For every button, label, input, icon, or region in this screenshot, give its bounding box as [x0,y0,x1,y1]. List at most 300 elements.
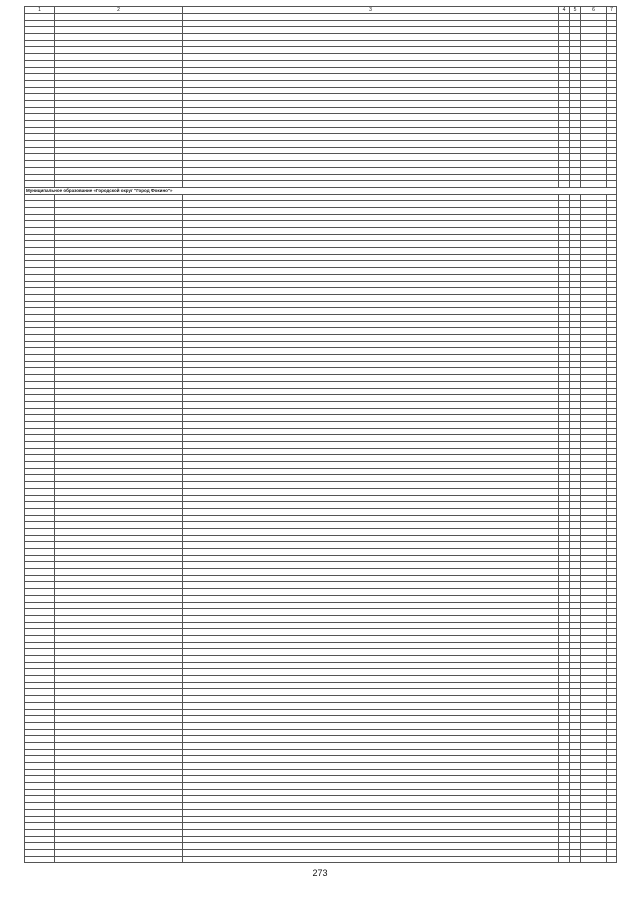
table-row [25,47,617,54]
table-row [25,167,617,174]
address-cell [55,569,183,576]
period-cell [581,609,607,616]
period-cell [581,756,607,763]
extra-cell [607,268,617,275]
row-number-cell [25,689,55,696]
build-year-cell [559,763,570,770]
extra-cell [607,609,617,616]
column-number: 3 [183,7,559,14]
row-number-cell [25,736,55,743]
build-year-cell [559,622,570,629]
repair-year-cell [570,448,581,455]
row-number-cell [25,582,55,589]
work-type-cell [183,60,559,67]
repair-year-cell [570,789,581,796]
table-row [25,421,617,428]
period-cell [581,395,607,402]
work-type-cell [183,408,559,415]
address-cell [55,221,183,228]
repair-year-cell [570,408,581,415]
build-year-cell [559,575,570,582]
work-type-cell [183,167,559,174]
table-row [25,763,617,770]
work-type-cell [183,488,559,495]
row-number-cell [25,742,55,749]
extra-cell [607,241,617,248]
build-year-cell [559,702,570,709]
extra-cell [607,582,617,589]
repair-year-cell [570,100,581,107]
column-number: 7 [607,7,617,14]
table-row [25,388,617,395]
address-cell [55,228,183,235]
row-number-cell [25,375,55,382]
repair-year-cell [570,702,581,709]
build-year-cell [559,635,570,642]
period-cell [581,562,607,569]
period-cell [581,328,607,335]
period-cell [581,542,607,549]
work-type-cell [183,522,559,529]
row-number-cell [25,682,55,689]
repair-year-cell [570,94,581,101]
extra-cell [607,167,617,174]
table-row [25,689,617,696]
work-type-cell [183,80,559,87]
address-cell [55,709,183,716]
repair-year-cell [570,401,581,408]
work-type-cell [183,849,559,856]
row-number-cell [25,161,55,168]
repair-year-cell [570,662,581,669]
extra-cell [607,234,617,241]
table-row [25,60,617,67]
row-number-cell [25,228,55,235]
row-number-cell [25,635,55,642]
work-type-cell [183,415,559,422]
extra-cell [607,214,617,221]
extra-cell [607,776,617,783]
build-year-cell [559,341,570,348]
repair-year-cell [570,829,581,836]
work-type-cell [183,776,559,783]
repair-year-cell [570,341,581,348]
build-year-cell [559,856,570,863]
period-cell [581,121,607,128]
repair-year-cell [570,348,581,355]
work-type-cell [183,395,559,402]
section-heading-row [25,187,617,194]
row-number-cell [25,408,55,415]
address-cell [55,114,183,121]
table-row [25,856,617,863]
work-type-cell [183,421,559,428]
extra-cell [607,769,617,776]
work-type-cell [183,154,559,161]
work-type-cell [183,268,559,275]
row-number-cell [25,829,55,836]
table-row [25,274,617,281]
repair-year-cell [570,301,581,308]
build-year-cell [559,268,570,275]
build-year-cell [559,542,570,549]
row-number-cell [25,141,55,148]
extra-cell [607,381,617,388]
page-number: 273 [312,868,328,878]
build-year-cell [559,809,570,816]
extra-cell [607,783,617,790]
work-type-cell [183,228,559,235]
row-number-cell [25,34,55,41]
work-type-cell [183,74,559,81]
period-cell [581,595,607,602]
table-row [25,789,617,796]
table-row [25,234,617,241]
repair-year-cell [570,689,581,696]
extra-cell [607,408,617,415]
period-cell [581,335,607,342]
period-cell [581,67,607,74]
repair-year-cell [570,809,581,816]
build-year-cell [559,314,570,321]
repair-year-cell [570,482,581,489]
table-row [25,27,617,34]
row-number-cell [25,515,55,522]
build-year-cell [559,167,570,174]
extra-cell [607,669,617,676]
address-cell [55,341,183,348]
repair-year-cell [570,535,581,542]
period-cell [581,515,607,522]
build-year-cell [559,602,570,609]
repair-year-cell [570,27,581,34]
address-cell [55,528,183,535]
build-year-cell [559,234,570,241]
repair-year-cell [570,147,581,154]
build-year-cell [559,181,570,188]
period-cell [581,207,607,214]
repair-year-cell [570,716,581,723]
repair-year-cell [570,729,581,736]
table-row [25,609,617,616]
address-cell [55,301,183,308]
table-row [25,134,617,141]
work-type-cell [183,127,559,134]
work-type-cell [183,181,559,188]
repair-year-cell [570,314,581,321]
build-year-cell [559,14,570,21]
build-year-cell [559,20,570,27]
table-row [25,843,617,850]
table-row [25,74,617,81]
extra-cell [607,74,617,81]
work-type-cell [183,381,559,388]
repair-year-cell [570,20,581,27]
address-cell [55,776,183,783]
repair-year-cell [570,836,581,843]
extra-cell [607,562,617,569]
extra-cell [607,401,617,408]
table-row [25,669,617,676]
table-row [25,87,617,94]
extra-cell [607,455,617,462]
period-cell [581,488,607,495]
period-cell [581,100,607,107]
build-year-cell [559,682,570,689]
row-number-cell [25,662,55,669]
work-type-cell [183,314,559,321]
period-cell [581,783,607,790]
repair-year-cell [570,495,581,502]
work-type-cell [183,241,559,248]
build-year-cell [559,796,570,803]
address-cell [55,181,183,188]
row-number-cell [25,127,55,134]
extra-cell [607,796,617,803]
extra-cell [607,415,617,422]
build-year-cell [559,482,570,489]
period-cell [581,569,607,576]
period-cell [581,228,607,235]
work-type-cell [183,656,559,663]
period-cell [581,301,607,308]
extra-cell [607,395,617,402]
work-type-cell [183,201,559,208]
period-cell [581,749,607,756]
work-type-cell [183,682,559,689]
period-cell [581,274,607,281]
period-cell [581,528,607,535]
work-type-cell [183,508,559,515]
row-number-cell [25,80,55,87]
row-number-cell [25,488,55,495]
period-cell [581,401,607,408]
row-number-cell [25,174,55,181]
address-cell [55,555,183,562]
table-row [25,14,617,21]
period-cell [581,455,607,462]
extra-cell [607,174,617,181]
period-cell [581,161,607,168]
repair-year-cell [570,629,581,636]
build-year-cell [559,528,570,535]
work-type-cell [183,161,559,168]
row-number-cell [25,615,55,622]
address-cell [55,294,183,301]
address-cell [55,121,183,128]
address-cell [55,241,183,248]
address-cell [55,589,183,596]
work-type-cell [183,769,559,776]
address-cell [55,314,183,321]
work-type-cell [183,94,559,101]
work-type-cell [183,575,559,582]
extra-cell [607,622,617,629]
address-cell [55,582,183,589]
period-cell [581,495,607,502]
build-year-cell [559,54,570,61]
work-type-cell [183,475,559,482]
repair-year-cell [570,522,581,529]
repair-year-cell [570,823,581,830]
extra-cell [607,248,617,255]
table-row [25,348,617,355]
table-row [25,528,617,535]
extra-cell [607,843,617,850]
period-cell [581,314,607,321]
build-year-cell [559,154,570,161]
work-type-cell [183,696,559,703]
period-cell [581,194,607,201]
address-cell [55,261,183,268]
period-cell [581,261,607,268]
work-type-cell [183,261,559,268]
row-number-cell [25,294,55,301]
table-row [25,716,617,723]
extra-cell [607,228,617,235]
period-cell [581,87,607,94]
work-type-cell [183,649,559,656]
extra-cell [607,40,617,47]
table-row [25,268,617,275]
repair-year-cell [570,388,581,395]
address-cell [55,141,183,148]
build-year-cell [559,94,570,101]
work-type-cell [183,549,559,556]
address-cell [55,849,183,856]
build-year-cell [559,495,570,502]
build-year-cell [559,428,570,435]
extra-cell [607,742,617,749]
row-number-cell [25,502,55,509]
work-type-cell [183,669,559,676]
work-type-cell [183,328,559,335]
period-cell [581,448,607,455]
repair-year-cell [570,80,581,87]
build-year-cell [559,595,570,602]
address-cell [55,27,183,34]
extra-cell [607,341,617,348]
table-row [25,194,617,201]
repair-year-cell [570,763,581,770]
address-cell [55,395,183,402]
address-cell [55,80,183,87]
address-cell [55,428,183,435]
table-row [25,555,617,562]
repair-year-cell [570,54,581,61]
build-year-cell [559,776,570,783]
build-year-cell [559,368,570,375]
repair-year-cell [570,415,581,422]
table-row [25,769,617,776]
period-cell [581,254,607,261]
repair-year-cell [570,221,581,228]
build-year-cell [559,161,570,168]
build-year-cell [559,649,570,656]
table-row [25,656,617,663]
period-cell [581,141,607,148]
extra-cell [607,595,617,602]
work-type-cell [183,589,559,596]
work-type-cell [183,542,559,549]
row-number-cell [25,428,55,435]
address-cell [55,549,183,556]
period-cell [581,629,607,636]
row-number-cell [25,94,55,101]
repair-year-cell [570,749,581,756]
address-cell [55,368,183,375]
table-row [25,736,617,743]
row-number-cell [25,214,55,221]
address-cell [55,321,183,328]
address-cell [55,635,183,642]
work-type-cell [183,147,559,154]
build-year-cell [559,87,570,94]
period-cell [581,54,607,61]
work-type-cell [183,294,559,301]
extra-cell [607,836,617,843]
extra-cell [607,696,617,703]
build-year-cell [559,147,570,154]
table-row [25,462,617,469]
address-cell [55,823,183,830]
work-type-cell [183,141,559,148]
build-year-cell [559,381,570,388]
repair-year-cell [570,207,581,214]
address-cell [55,248,183,255]
address-cell [55,595,183,602]
work-type-cell [183,642,559,649]
row-number-cell [25,268,55,275]
table-row [25,488,617,495]
table-row [25,803,617,810]
address-cell [55,602,183,609]
extra-cell [607,194,617,201]
row-number-cell [25,629,55,636]
address-cell [55,134,183,141]
work-type-cell [183,221,559,228]
row-number-cell [25,14,55,21]
repair-year-cell [570,328,581,335]
repair-year-cell [570,107,581,114]
row-number-cell [25,475,55,482]
period-cell [581,428,607,435]
address-cell [55,716,183,723]
work-type-cell [183,341,559,348]
extra-cell [607,829,617,836]
extra-cell [607,736,617,743]
work-type-cell [183,321,559,328]
table-row [25,622,617,629]
extra-cell [607,14,617,21]
work-type-cell [183,34,559,41]
table-row [25,368,617,375]
extra-cell [607,355,617,362]
period-cell [581,829,607,836]
build-year-cell [559,629,570,636]
row-number-cell [25,816,55,823]
work-type-cell [183,20,559,27]
table-row [25,448,617,455]
extra-cell [607,722,617,729]
extra-cell [607,181,617,188]
row-number-cell [25,749,55,756]
address-cell [55,288,183,295]
work-type-cell [183,428,559,435]
period-cell [581,508,607,515]
work-type-cell [183,207,559,214]
table-row [25,288,617,295]
